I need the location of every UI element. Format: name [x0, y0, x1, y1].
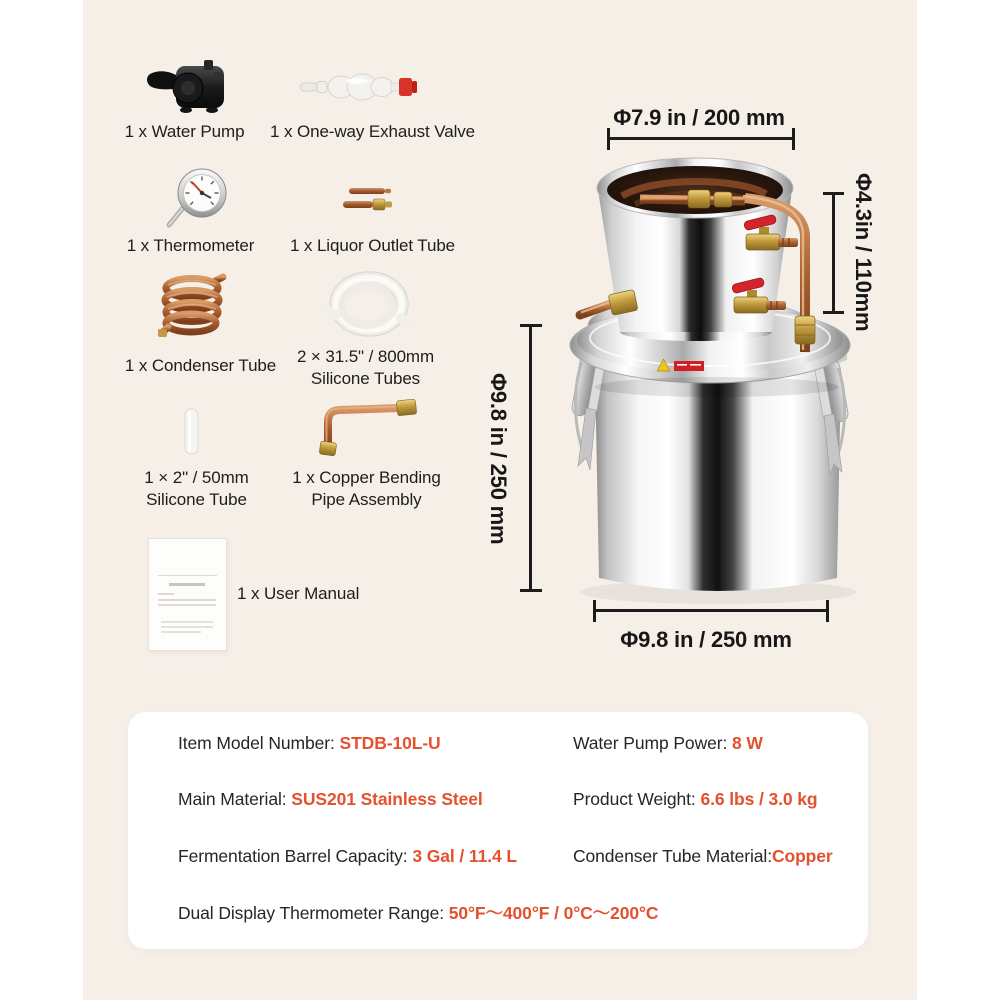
spec-label: Condenser Tube Material: [573, 846, 772, 866]
spec-fermentation-capacity [178, 845, 517, 867]
copper-bending-pipe-image [311, 398, 421, 458]
spec-value: Copper [771, 846, 833, 866]
spec-water-pump-power [573, 732, 763, 754]
kit-item-label-line1: 1 x Copper Bending [292, 468, 441, 487]
spec-label: Product Weight: [573, 789, 701, 809]
kit-item-label-condenser-tube: 1 x Condenser Tube [124, 356, 277, 375]
spec-product-weight [573, 788, 818, 810]
small-silicone-tube-image [184, 408, 199, 455]
kit-item-label-line2: Pipe Assembly [311, 489, 422, 509]
spec-label: Item Model Number: [178, 733, 340, 753]
kit-item-label-line2: Silicone Tube [146, 489, 247, 509]
kit-item-label-copper-bending-pipe [254, 467, 479, 510]
spec-value: 6.6 lbs / 3.0 kg [700, 789, 818, 809]
spec-value: 50°F～400°F / 0°C～200°C [448, 903, 659, 923]
condenser-tube-image [158, 271, 228, 341]
spec-value: STDB-10L-U [339, 733, 441, 753]
thermometer-image [166, 167, 230, 231]
dimension-line-bottom [593, 600, 829, 622]
spec-value: 3 Gal / 11.4 L [412, 846, 517, 866]
spec-label: Main Material: [178, 789, 292, 809]
spec-value: SUS201 Stainless Steel [291, 789, 483, 809]
liquor-outlet-tube-image [341, 184, 397, 214]
spec-label: Dual Display Thermometer Range: [178, 903, 449, 923]
still-product-image [540, 140, 870, 620]
spec-label: Water Pump Power: [573, 733, 732, 753]
kit-item-label-user-manual: 1 x User Manual [237, 584, 360, 603]
exhaust-valve-image [299, 70, 419, 104]
dimension-label-bottom: Φ9.8 in / 250 mm [620, 627, 792, 652]
dimension-label-right: Φ4.3in / 110mm [851, 172, 876, 332]
silicone-tubes-image [323, 270, 413, 340]
spec-value: 8 W [732, 733, 763, 753]
dimension-line-left [520, 324, 542, 592]
kit-item-label-exhaust-valve: 1 x One-way Exhaust Valve [269, 122, 476, 141]
water-pump-image [146, 60, 228, 114]
kit-item-label-silicone-tubes [253, 346, 478, 389]
kit-item-label-water-pump: 1 x Water Pump [124, 122, 245, 141]
kit-item-label-line2: Silicone Tubes [310, 368, 421, 388]
dimension-line-right [823, 192, 844, 314]
user-manual-image [148, 538, 227, 651]
kit-item-label-line1: 1 × 2" / 50mm [144, 468, 249, 487]
kit-item-label-thermometer: 1 x Thermometer [126, 236, 255, 255]
kit-item-label-line1: 2 × 31.5" / 800mm [296, 347, 435, 366]
dimension-line-top [607, 128, 795, 150]
spec-label: Fermentation Barrel Capacity: [178, 846, 413, 866]
spec-card [128, 712, 868, 949]
spec-condenser-material [573, 845, 833, 867]
spec-item-model-number [178, 732, 441, 754]
kit-item-label-liquor-outlet: 1 x Liquor Outlet Tube [289, 236, 456, 255]
spec-main-material [178, 788, 483, 810]
spec-thermometer-range [178, 902, 658, 924]
dimension-label-left: Φ9.8 in / 250 mm [486, 373, 511, 545]
dimension-label-top: Φ7.9 in / 200 mm [613, 105, 785, 130]
